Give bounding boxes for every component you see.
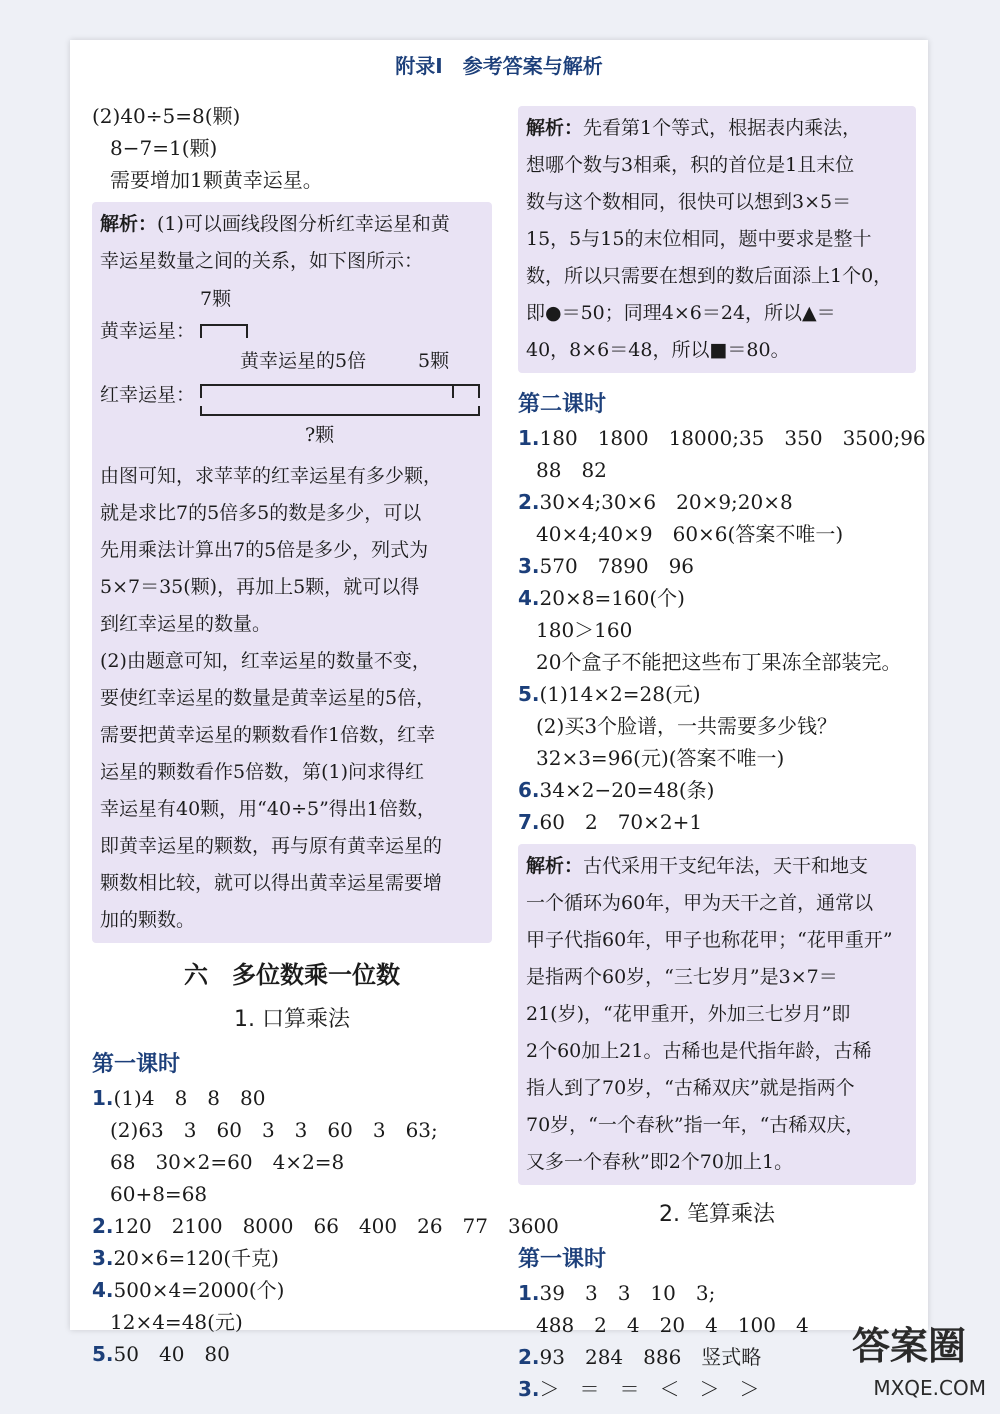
- yellow-segment: [200, 324, 248, 338]
- analysis-text: 加的颗数。: [100, 909, 196, 931]
- analysis-text: 颗数相比较，就可以得出黄幸运星需要增: [100, 872, 443, 894]
- answer-text: (2)买3个脸谱，一共需要多少钱？: [536, 714, 838, 738]
- answer-text: 40×4;40×9 60×6(答案不唯一): [536, 522, 844, 546]
- analysis-text: 需要把黄幸运星的颗数看作1倍数，红幸: [100, 724, 436, 746]
- answer-num: 5.: [518, 682, 540, 706]
- label-yellow: 黄幸运星：: [100, 320, 196, 342]
- analysis-text: 古代采用干支纪年法，天干和地支: [583, 855, 869, 877]
- answer-num: 3.: [518, 1377, 540, 1401]
- answer-text: 60 2 70×2+1: [539, 810, 703, 834]
- analysis-box-1: [92, 202, 492, 943]
- answer-text: ＞ ＝ ＝ ＜ ＞ ＞: [539, 1377, 760, 1401]
- answer-line: 需要增加1颗黄幸运星。: [110, 168, 323, 192]
- answer-text: 32×3=96(元)(答案不唯一): [536, 746, 785, 770]
- label-red: 红幸运星：: [100, 384, 196, 406]
- answer-num: 4.: [92, 1278, 114, 1302]
- answer-num: 1.: [518, 1281, 540, 1305]
- lesson-heading: 第一课时: [92, 1052, 181, 1077]
- answer-line: 8−7=1(颗): [110, 136, 218, 160]
- left-column: [92, 100, 559, 1370]
- answer-text: 180 1800 18000;35 350 3500;96: [539, 426, 926, 450]
- red-segment-main: [200, 384, 454, 398]
- analysis-text: 数与这个数相同，很快可以想到3×5＝: [526, 191, 852, 213]
- analysis-text: 先看第1个等式，根据表内乘法，: [583, 117, 862, 139]
- answer-num: 2.: [518, 1345, 540, 1369]
- answer-num: 6.: [518, 778, 540, 802]
- watermark-logo: 答案圈: [851, 1324, 966, 1368]
- unit-title: 六 多位数乘一位数: [184, 961, 400, 989]
- analysis-box-2: [518, 106, 916, 373]
- red-segment-extra: [452, 384, 480, 398]
- answer-text: 120 2100 8000 66 400 26 77 3600: [113, 1214, 559, 1238]
- lesson-heading: 第二课时: [518, 392, 607, 417]
- analysis-text: 数，所以只需要在想到的数后面添上1个0，: [526, 265, 893, 287]
- analysis-text: 甲子代指60年，甲子也称花甲；“花甲重开”: [526, 929, 893, 951]
- answer-num: 1.: [92, 1086, 114, 1110]
- analysis-text: 幸运星数量之间的关系，如下图所示：: [100, 250, 424, 272]
- analysis-text: 一个循环为60年，甲为天干之首，通常以: [526, 892, 874, 914]
- answer-num: 4.: [518, 586, 540, 610]
- analysis-text: 2个60加上21。古稀也是代指年龄，古稀: [526, 1040, 872, 1062]
- label-times5: 黄幸运星的5倍: [240, 350, 367, 372]
- sub-title: 2. 笔算乘法: [659, 1202, 775, 1227]
- label-question: ?颗: [305, 424, 335, 446]
- analysis-text: 即黄幸运星的颗数，再与原有黄幸运星的: [100, 835, 443, 857]
- answer-num: 3.: [92, 1246, 114, 1270]
- analysis-text: 到红幸运星的数量。: [100, 613, 272, 635]
- analysis-text: 21(岁)，“花甲重开，外加三七岁月”即: [526, 1003, 851, 1025]
- answer-text: 88 82: [536, 458, 607, 482]
- answer-text: 68 30×2=60 4×2=8: [110, 1150, 345, 1174]
- analysis-text: 又多一个春秋”即2个70加上1。: [526, 1151, 794, 1173]
- analysis-text: 就是求比7的5倍多5的数是多少，可以: [100, 502, 422, 524]
- answer-text: 12×4=48(元): [110, 1310, 243, 1334]
- page-header: [70, 40, 928, 96]
- answer-text: 39 3 3 10 3;: [539, 1281, 716, 1305]
- answer-text: (1)14×2=28(元): [539, 682, 701, 706]
- line-segment-diagram: [100, 284, 484, 454]
- analysis-text: 70岁，“一个春秋”指一年，“古稀双庆，: [526, 1114, 865, 1136]
- answer-text: 50 40 80: [113, 1342, 230, 1366]
- answer-line: (2)40÷5=8(颗): [92, 104, 241, 128]
- answer-num: 7.: [518, 810, 540, 834]
- analysis-text: 由图可知，求苹苹的红幸运星有多少颗，: [100, 465, 443, 487]
- label-7: 7颗: [200, 288, 232, 310]
- analysis-text: 5×7＝35(颗)，再加上5颗，就可以得: [100, 576, 420, 598]
- analysis-text: 先用乘法计算出7的5倍是多少，列式为: [100, 539, 429, 561]
- analysis-text: 运星的颗数看作5倍数，第(1)问求得红: [100, 761, 425, 783]
- analysis-text: 要使红幸运星的数量是黄幸运星的5倍，: [100, 687, 436, 709]
- answer-text: 500×4=2000(个): [113, 1278, 285, 1302]
- watermark-url: MXQE.COM: [873, 1376, 986, 1400]
- answer-text: 20×6=120(千克): [113, 1246, 279, 1270]
- answer-text: 488 2 4 20 4 100 4: [536, 1313, 809, 1337]
- analysis-text: 指人到了70岁，“古稀双庆”就是指两个: [526, 1077, 855, 1099]
- corner-watermark: [806, 1310, 986, 1400]
- answer-text: 93 284 886 竖式略: [539, 1345, 762, 1369]
- analysis-text: (2)由题意可知，红幸运星的数量不变，: [100, 650, 431, 672]
- answer-text: 30×4;30×6 20×9;20×8: [539, 490, 793, 514]
- analysis-text: 是指两个60岁，“三七岁月”是3×7＝: [526, 966, 838, 988]
- answer-num: 1.: [518, 426, 540, 450]
- analysis-text: 即●＝50；同理4×6＝24，所以▲＝: [526, 302, 836, 324]
- analysis-box-3: [518, 844, 916, 1185]
- answer-text: 34×2−20=48(条): [539, 778, 715, 802]
- analysis-label: 解析：: [526, 855, 584, 877]
- answer-text: 20×8=160(个): [539, 586, 685, 610]
- answer-text: (2)63 3 60 3 3 60 3 63;: [110, 1118, 438, 1142]
- sub-title: 1. 口算乘法: [234, 1007, 350, 1032]
- answer-num: 2.: [92, 1214, 114, 1238]
- header-title: 附录Ⅰ 参考答案与解析: [395, 54, 603, 78]
- answer-text: 570 7890 96: [539, 554, 695, 578]
- analysis-text: 想哪个数与3相乘，积的首位是1且末位: [526, 154, 855, 176]
- analysis-text: (1)可以画线段图分析红幸运星和黄: [157, 213, 450, 235]
- analysis-label: 解析：: [526, 117, 584, 139]
- answer-num: 5.: [92, 1342, 114, 1366]
- analysis-label: 解析：: [100, 213, 158, 235]
- lesson-heading: 第一课时: [518, 1247, 607, 1272]
- answer-num: 3.: [518, 554, 540, 578]
- analysis-text: 40，8×6＝48，所以■＝80。: [526, 339, 790, 361]
- analysis-text: 幸运星有40颗，用“40÷5”得出1倍数，: [100, 798, 436, 820]
- right-column: [518, 100, 926, 1405]
- answer-text: 20个盒子不能把这些布丁果冻全部装完。: [536, 650, 902, 674]
- answer-text: (1)4 8 8 80: [113, 1086, 266, 1110]
- answer-num: 2.: [518, 490, 540, 514]
- answer-text: 60+8=68: [110, 1182, 208, 1206]
- label-5: 5颗: [418, 350, 450, 372]
- answer-text: 180＞160: [536, 618, 633, 642]
- red-brace: [200, 406, 480, 416]
- analysis-text: 15，5与15的末位相同，题中要求是整十: [526, 228, 872, 250]
